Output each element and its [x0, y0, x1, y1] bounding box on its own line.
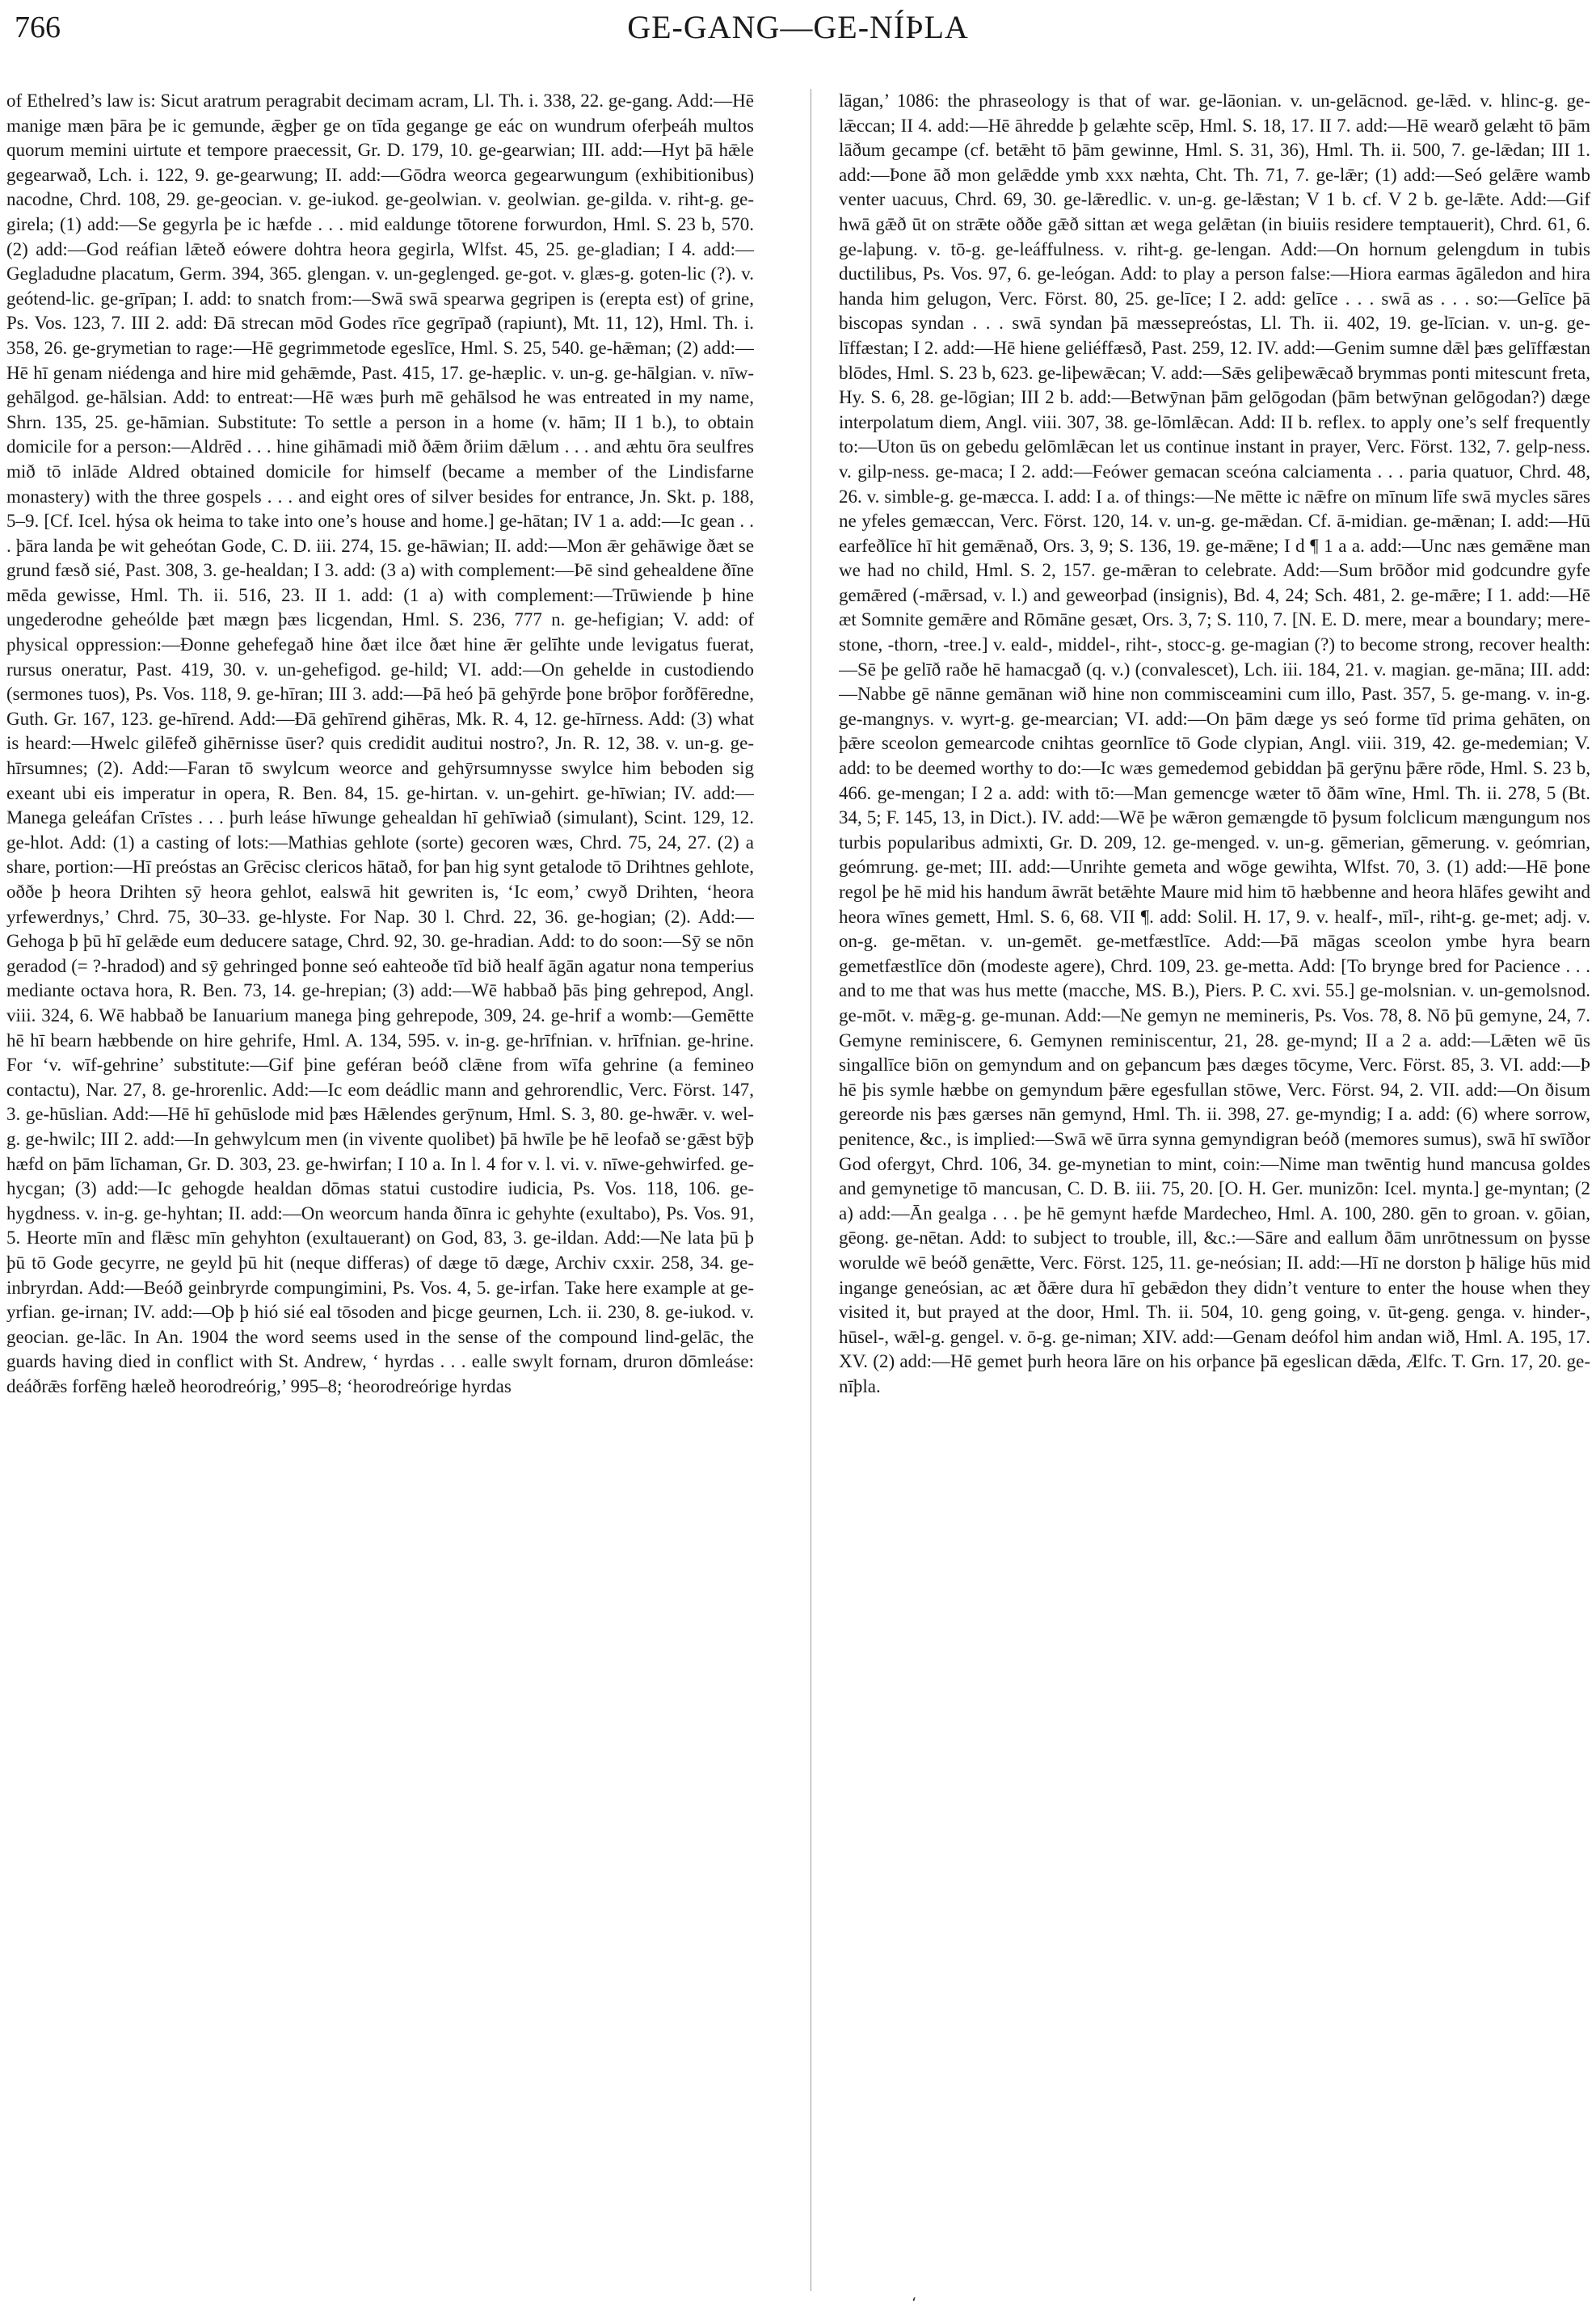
dictionary-entry: gengel. v. ō-g. [950, 1326, 1057, 1347]
dictionary-entry: ge-mǣnan; I. add:—Hū earfeðlīce hī hit gemǣnað, Ors. 3, 9; S. 136, 19. [839, 511, 1590, 556]
dictionary-entry: ge-hālsian. Add: to entreat:—Hē wæs þurh mē gehālsod he was entreated in my name, Shrn. 135, 25. [6, 387, 754, 432]
dictionary-entry: ge-lengan. Add:—On hornum gelengdum in tubis ductilibus, Ps. Vos. 97, 6. [839, 238, 1590, 284]
dictionary-entry: ge-met; adj. v. on-g. [839, 906, 1590, 952]
dictionary-entry: ge-hīran; III 3. add:—Þā heó þā gehȳrde þone brōþor forðfēredne, Guth. Gr. 167, 123. [6, 684, 754, 729]
dictionary-entry: ge-mōt. v. mǣg-g. [839, 1004, 976, 1025]
dictionary-entry: ge-neósian; II. add:—Hī ne dorston þ hālige hūs mid ingange geneósian, ac æt ðǣre dura hī gebǣdon they didn’t venture to enter the house when they visited it, but prayed at the door, Hml. Th. ii. 504, 10. [839, 1252, 1590, 1323]
dictionary-entry: ge-līcian. v. un-g. [1420, 313, 1559, 334]
dictionary-entry: ge-hwilc; III 2. add:—In gehwylcum men (in vivente quolibet) þā hwīle þe hē leofað se·gǣst bȳþ hæfd on þām līchaman, Gr. D. 303, 23. [6, 1128, 754, 1174]
page-title: GE-GANG—GE-NÍÞLA [627, 9, 969, 45]
dictionary-entry: genga. v. hinder-, hūsel-, wǣl-g. [839, 1302, 1590, 1347]
dictionary-entry: gēmerian, gēmerung. v. geómrian, geómrung. [839, 832, 1590, 878]
dictionary-entry: ge-liþewǣcan; V. add:—Sǣs geliþewǣcað brymmas ponti mitescunt freta, Hy. S. 6, 28. [839, 362, 1590, 408]
dictionary-entry: ge-lǣte. Add:—Gif hwā gǣð ūt on strǣte oððe gǣð sittan æt wega gelǣtan (in biuiis residere temptauerit), Chrd. 61, 6. [839, 189, 1590, 234]
dictionary-entry: ge-lǣstan; V 1 b. cf. V 2 b. [1223, 189, 1438, 210]
dictionary-entry: ge-mynetian to mint, coin:—Nime man twēntig hund mancusa goldes and gemynetige tō mancusan, C. D. B. iii. 75, 20. [O. H. Ger. munizōn: Icel. mynta.] [839, 1153, 1590, 1199]
dictionary-entry: ge-irfan. Take here example at ge-yrfian. [6, 1277, 754, 1323]
dictionary-entry: ge-hrīfnian. v. hrīfnian. [505, 1030, 682, 1051]
dictionary-entry: ge-hyhtan; II. add:—On weorcum handa ðīnra ic gehyhte (exultabo), Ps. Vos. 91, 5. Heorte mīn and flǣsc mīn gehyhton (exultauerant) on God, 83, 3. [6, 1202, 754, 1249]
footer-mark: ‘ [912, 2295, 916, 2312]
dictionary-entry: ge-hwirfan; I 10 a. In l. 4 for v. l. vi. v. nīwe-gehwirfed. [305, 1153, 726, 1174]
dictionary-entry: goten-lic (?). v. geótend-lic. [6, 263, 754, 309]
dictionary-entry: ge-mǣran to celebrate. Add:—Sum brōðor mid godcundre gyfe gemǣred (-mǣrsad, v. l.) and geweorþad (insignis), Bd. 4, 24; Sch. 481, 2. [839, 560, 1590, 605]
dictionary-entry: ge-irnan; IV. add:—Oþ þ hió sié eal tōsoden and þicge geurnen, Lch. ii. 230, 8. [61, 1302, 660, 1323]
dictionary-entry: ge-myntan; (2 a) add:—Ān gealga . . . þe hē gemynt hæfde Mardecheo, Hml. A. 100, 280. [839, 1178, 1590, 1223]
dictionary-entry: ge-gladian; I 4. add:—Gegladudne placatum, Germ. 394, 365. [6, 238, 754, 284]
right-column [839, 89, 1590, 2291]
dictionary-entry: ge-hycgan; (3) add:—Ic gehogde healdan dōmas statui custodire iudicia, Ps. Vos. 118, 106. [6, 1153, 754, 1199]
dictionary-entry: ge-niman; XIV. add:—Genam deófol him andan wið, Hml. A. 195, 17. XV. (2) add:—Hē gemet þurh heora lāre on his orþance þā egeslican dǣda, Ælfc. T. Grn. 17, 20. [839, 1326, 1590, 1372]
dictionary-entry: ge-mearcian; VI. add:—On þām dæge ys seó forme tīd prima gehāten, on þǣre sceolon gemearcode cnihtas geornlīce tō Gode clypian, Angl. viii. 319, 42. [839, 708, 1590, 754]
dictionary-entry: ge-mæcca. I. add: I a. of things:—Ne mētte ic nǣfre on mīnum līfe swā mycles sāres ne yfeles gemæccan, Verc. Först. 120, 14. v. un-g. [839, 486, 1590, 532]
dictionary-entry: gēn to groan. v. gōian, gēong. [839, 1202, 1590, 1249]
dictionary-entry: ge-hātan; IV 1 a. add:—Ic gean . . . þāra landa þe wit geheótan Gode, C. D. iii. 274, 15. [6, 511, 754, 556]
dictionary-entry: ge-leáffulness. v. riht-g. [995, 238, 1184, 259]
dictionary-entry: ge-hīwian; IV. add:—Manega geleáfan Crīstes . . . þurh leáse hīwunge gehealdan hī gehīwiað (simulant), Scint. 129, 12. [6, 782, 754, 828]
dictionary-entry: ge-hrif a womb:—Gemētte hē hī bearn hæbbende on hire gehrife, Hml. A. 134, 595. v. in-g. [6, 1004, 754, 1051]
dictionary-entry: ge-hild; VI. add:—On gehelde in custodiendo (sermones tuos), Ps. Vos. 118, 9. [6, 659, 754, 705]
dictionary-entry: ge-lǣccan; II 4. add:—Hē āhredde þ gelæhte scēp, Hml. S. 18, 17. II 7. add:—Hē wearð gelæht tō þām lāðum gecampe (cf. betǣht tō þām gewinne, Hml. S. 31, 36), Hml. Th. ii. 500, 7. [839, 91, 1590, 161]
dictionary-entry: ge-metta. Add: [To brynge bred for Pacience . . . and to me that was hus mette (macche, MS. B.), Piers. P. C. xvi. 55.] [839, 955, 1590, 1001]
dictionary-entry: ge-leógan. Add: to play a person false:—Hiora earmas āgāledon and hira handa him gelugon, Verc. Först. 80, 25. [839, 263, 1590, 309]
dictionary-entry: gelp-ness. v. gilp-ness. [839, 436, 1590, 482]
dictionary-entry: ge-hāmian. Substitute: To settle a person in a home (v. hām; II 1 b.), to obtain domicile for a person:—Aldrēd . . . hine gihāmadi mið ðǣm ðriim dǣlum . . . and æhtu ōra seulfres mið tō inlāde Aldred obtained domicile for himself (became a member of the Lindisfarne monastery) with the three gospels . . . and eight ores of silver besides for entrance, Jn. Skt. p. 188, 5–9. [Cf. Icel. hýsa ok heima to take into one’s house and home.] [6, 411, 754, 532]
dictionary-entry: ge-hradian. Add: to do soon:—Sȳ se nōn geradod (= ?-hradod) and sȳ gehringed þonne seó eahteoðe tīd bið healf āgān agatur nona temperius mediante octava hora, R. Ben. 73, 14. [6, 931, 754, 1001]
dictionary-entry: ge-hūslian. Add:—Hē hī gehūslode mid þæs Hǣlendes gerȳnum, Hml. S. 3, 80. [25, 1104, 624, 1125]
dictionary-entry: ge-hlot. Add: (1) a casting of lots:—Mathias gehlote (sorte) gecoren wæs, Chrd. 75, 24, 27. (2) a share, portion:—Hī preóstas an Grēcisc clericos hātað, for þan hig synt getalode tō Drihtnes gehlote, oððe þ heora Drihten sȳ heora gehlot, ealswā hit gewriten is, ‘Ic eom,’ cwyð Drihten, ‘heora yrfewerdnys,’ Chrd. 75, 30–33. [6, 832, 754, 927]
dictionary-entry: ge-mangnys. v. wyrt-g. [839, 708, 1015, 729]
dictionary-entry: ge-hefigian; V. add: of physical oppression:—Ðonne gehefegað hine ðæt ilce ðæt hine ǣr gelīhte unde levigatus fuerat, rursus oneratur, Past. 419, 30. v. un-gehefigod. [6, 609, 754, 680]
dictionary-entry: ge-healdan; I 3. add: (3 a) with complement:—Þē sind gehealdene ðīne mēda gewisse, Hml. Th. ii. 516, 23. II 1. add: (1 a) with complement:—Trūwiende þ hine ungederodne geheólde þæt mægn þæs licgendan, Hml. S. 236, 777 n. [6, 560, 754, 630]
dictionary-entry: ge-iukod. v. geocian. [6, 1302, 754, 1347]
dictionary-entry: ge-mētan. v. un-gemēt. [891, 931, 1083, 952]
dictionary-entry: ge-gilda. v. riht-g. [587, 189, 724, 210]
dictionary-entry: ge-hwǣr. v. wel-g. [6, 1104, 754, 1149]
dictionary-entry: ge-geolwian. v. geolwian. [385, 189, 581, 210]
dictionary-entry: ge-hīrend. Add:—Ðā gehīrend gihēras, Mk. R. 4, 12. [158, 708, 558, 729]
dictionary-entry: ge-mang. v. in-g. [1461, 684, 1590, 705]
dictionary-entry: ge-hǣman; (2) add:—Hē hī genam niédenga and hire mid gehǣmde, Past. 415, 17. [6, 337, 754, 383]
dictionary-entry: glengan. v. un-geglenged. [307, 263, 500, 284]
dictionary-entry: ge-hālgian. v. nīw-gehālgod. [6, 362, 754, 408]
dictionary-entry: ge-met; III. add:—Unrihte gemeta and wōge gewihta, Wlfst. 70, 3. (1) add:—Hē þone regol þe hē mid his handum āwrāt betǣhte Maure mid him tō hæbbenne and heora hlāfes gewiht and heora wīnes gemett, Hml. S. 6, 68. VII ¶. add: Solil. H. 17, 9. v. healf-, mīl-, riht-g. [839, 857, 1590, 927]
dictionary-entry: ge-lāonian. v. un-gelācnod. [1198, 91, 1409, 111]
dictionary-entry: ge-nētan. Add: to subject to trouble, ill, &c.:—Sāre and eallum ðām unrōtnessum on þysse worulde wē beóð genǣtte, Verc. Först. 125, 11. [839, 1228, 1590, 1273]
dictionary-entry: ge-mǣdan. Cf. ā-midian. [1220, 511, 1408, 532]
dictionary-entry: ge-geocian. v. ge-iukod. [196, 189, 379, 210]
dictionary-entry: ge-grīpan; I. add: to snatch from:—Swā swā spearwa gegripen is (erepta est) of grine, Ps. Vos. 123, 7. III 2. add: Ðā strecan mōd Godes rīce gegrīpað (rapiunt), Mt. 11, 12), Hml. Th. i. 358, 26. [6, 288, 754, 358]
dictionary-entry: ge-got. v. glæs-g. [504, 263, 634, 284]
left-column [6, 89, 754, 2291]
dictionary-entry: ge-gang. Add:—Hē manige mæn þāra þe ic gemunde, ǣgþer ge on tīda gegange ge eác on wundrum oferþeáh multos quorum memini uirtute et tempore praecessit, Gr. D. 179, 10. [6, 91, 754, 161]
dictionary-entry: ge-menged. v. un-g. [1173, 832, 1324, 853]
dictionary-entry: ge-hāwian; II. add:—Mon ǣr gehāwige ðæt se grund fæsð sié, Past. 308, 3. [6, 535, 754, 581]
dictionary-entry: ge-nīþla. [839, 1351, 1590, 1396]
dictionary-entry: ge-mǣne; I d ¶ 1 a a. add:—Unc næs gemǣne man we had no child, Hml. S. 2, 157. [839, 535, 1590, 581]
dictionary-entry: ge-myndig; I a. add: (6) where sorrow, penitence, &c., is implied:—Swā wē ūrra synna gemyndigran beóð (memores sumus), swā hī swīðor God ofergyt, Chrd. 106, 34. [839, 1104, 1590, 1174]
dictionary-entry: ge-gearwian; III. add:—Hyt þā hǣle gegearwað, Lch. i. 122, 9. [6, 140, 754, 185]
dictionary-entry: ge-hlyste. For Nap. 30 l. Chrd. 22, 36. [258, 906, 569, 927]
dictionary-entry: ge-inbryrdan. Add:—Beóð geinbryrde compungimini, Ps. Vos. 4, 5. [6, 1252, 754, 1298]
dictionary-entry: ge-lǣredlic. v. un-g. [1063, 189, 1217, 210]
dictionary-entry: ge-munan. Add:—Ne gemyn ne memineris, Ps. Vos. 78, 8. Nō þū gemyne, 24, 7. Gemyne reminiscere, 6. Gemynen reminiscentur, 21, 28. [839, 1004, 1590, 1051]
dictionary-entry: ge-metfæstlīce. Add:—Þā māgas sceolon ymbe hyra bearn gemetfæstlīce dōn (modeste agere), Chrd. 109, 23. [839, 931, 1590, 976]
dictionary-entry: ge-grymetian to rage:—Hē gegrimmetode egeslīce, Hml. S. 25, 540. [72, 337, 584, 358]
page-number: 766 [15, 11, 61, 44]
page-header [0, 0, 1596, 69]
dictionary-entry: ge-hrorenlic. Add:—Ic eom deádlic mann and gehrorendlic, Verc. Först. 147, 3. [6, 1079, 754, 1125]
dictionary-entry: ge-mengan; I 2 a. add: with tō:—Man gemencge wæter tō ðām wīne, Hml. Th. ii. 278, 5 (Bt. 34, 5; F. 145, 13, in Dict.). IV. add:—Wē þe wǣron gemængde tō þysum folclicum mængungum nos turbis popularibus admixti, Gr. D. 209, 12. [839, 782, 1590, 853]
dictionary-entry: ge-māna; III. add:—Nabbe gē nānne gemānan wið hine non commisceamini cum illo, Past. 357, 5. [839, 659, 1590, 705]
dictionary-entry: ge-molsnian. v. un-gemolsnod. [1359, 980, 1590, 1001]
dictionary-entry: ge-mynd; II a 2 a. add:—Lǣten wē ūs singallīce biōn on gemyndum and on geþancum þæs dæges tōcyme, Verc. Först. 85, 3. VI. add:—Þ hē þis symle hæbbe on gemyndum þǣre egesfullan stōwe, Verc. Först. 94, 2. VII. add:—On ðisum gereorde nis þæs gærses nān gemynd, Hml. Th. ii. 398, 27. [839, 1030, 1590, 1125]
dictionary-entry: ge-lōmlǣcan. Add: II b. reflex. to apply one’s self frequently to:—Uton ūs on gebedu gelōmlǣcan let us continue instant in prayer, Verc. Först. 132, 7. [839, 411, 1590, 457]
dictionary-entry: ge-laþung. v. tō-g. [839, 238, 986, 259]
dictionary-entry: ge-girela; (1) add:—Se gegyrla þe ic hæfde . . . mid ealdunge tōtorene forwurdon, Hml. S. 23 b, 570. (2) add:—God reáfian lǣteð eówere dohtra heora gegirla, Wlfst. 45, 25. [6, 189, 754, 259]
dictionary-entry: ge-gearwung; II. add:—Gōdra weorca gegearwungum (exhibitionibus) nacodne, Chrd. 108, 29. [6, 164, 754, 210]
dictionary-entry: ge-hirtan. v. un-gehirt. [406, 782, 579, 803]
dictionary-entry: lāgan,’ 1086: the phraseology is that of war. [839, 91, 1190, 111]
dictionary-entry: ge-hrine. For ‘v. wīf-gehrine’ substitute:—Gif þine geféran beóð clǣne from wīfa gehrine (a femineo contactu), Nar. 27, 8. [6, 1030, 754, 1100]
dictionary-entry: ge-mǣre; I 1. add:—Hē æt Somnite gemǣre and Rōmāne gesæt, Ors. 3, 7; S. 110, 7. [N. E. D. mere, mear a boundary; mere-stone, -thorn, -tree.] v. eald-, middel-, riht-, stocc-g. [839, 584, 1590, 655]
dictionary-entry: ge-līffæstan; I 2. add:—Hē hiene geliéffæsð, Past. 259, 12. IV. add:—Genim sumne dǣl þæs gelīffæstan blōdes, Hml. S. 23 b, 623. [839, 313, 1590, 383]
dictionary-entry: ge-lǣr; (1) add:—Seó gelǣre wamb venter uacuus, Chrd. 69, 30. [839, 164, 1590, 210]
dictionary-entry: ge-maca; I 2. add:—Feówer gemacan sceóna calciamenta . . . paria quatuor, Chrd. 48, 26. v. simble-g. [839, 461, 1590, 507]
dictionary-entry: ge-lǣd. v. hlinc-g. [1416, 91, 1559, 111]
dictionary-entry: ge-medemian; V. add: to be deemed worthy to do:—Ic wæs gemedemod gebiddan þā gerȳnu þǣre rōde, Hml. S. 23 b, 466. [839, 733, 1590, 803]
dictionary-entry: of Ethelred’s law is: Sicut aratrum peragrabit decimam acram, Ll. Th. i. 338, 22. [6, 91, 604, 111]
dictionary-entry: ge-hygdness. v. in-g. [6, 1178, 754, 1223]
dictionary-entry: ge-lāc. In An. 1904 the word seems used in the sense of the compound lind-gelāc, the guards having died in conflict with St. Andrew, ‘ hyrdas . . . ealle swylt fornam, druron dōmleáse: deáðrǣs forfēng hæleð heorodreórig,’ 995–8; ‘heorodreórige hyrdas [6, 1326, 754, 1396]
dictionary-entry: ge-magian (?) to become strong, recover health:—Sē þe gelīð raðe hē hamacgað (q. v.) (convalescet), Lch. iii. 184, 21. v. magian. [839, 634, 1590, 680]
dictionary-entry: ge-hīrness. Add: (3) what is heard:—Hwelc gilēfeð gihērnisse ūser? quis credidit auditui nostro?, Jn. R. 12, 38. v. un-g. [6, 708, 754, 754]
dictionary-entry: ge-hæplic. v. un-g. [468, 362, 609, 383]
dictionary-entry: ge-lōgian; III 2 b. add:—Betwȳnan þām gelōgodan (þām betwȳnan gelōgodan?) dæge interpolatum diem, Angl. viii. 307, 38. [839, 387, 1590, 432]
dictionary-entry: ge-hrepian; (3) add:—Wē habbað þās þing gehrepod, Angl. viii. 324, 6. Wē habbað be Ianuarium manega þing gehrepode, 309, 24. [6, 980, 754, 1025]
dictionary-entry: ge-līce; I 2. add: gelīce . . . swā as . . . so:—Gelīce þā biscopas syndan . . . swā syndan þā mæssepreóstas, Ll. Th. ii. 402, 19. [839, 288, 1590, 334]
dictionary-entry: ge-ildan. Add:—Ne lata þū þ þū tō Gode gecyrre, ne geyld þū hit (neque differas) of dæge tō dæge, Archiv cxxir. 258, 34. [6, 1228, 754, 1273]
dictionary-entry: ge-hogian; (2). Add:—Gehoga þ þū hī gelǣde eum deducere satage, Chrd. 92, 30. [6, 906, 754, 952]
dictionary-entry: ge-lǣdan; III 1. add:—Þone āð mon gelǣdde ymb xxx næhta, Cht. Th. 71, 7. [839, 140, 1590, 185]
dictionary-entry: ge-hīrsumnes; (2). Add:—Faran tō swylcum weorce and gehȳrsumnysse swylce him beboden sig exeant ubi eis imperatur in opera, R. Ben. 84, 15. [6, 733, 754, 803]
dictionary-entry: geng going, v. ūt-geng. [1270, 1302, 1450, 1323]
